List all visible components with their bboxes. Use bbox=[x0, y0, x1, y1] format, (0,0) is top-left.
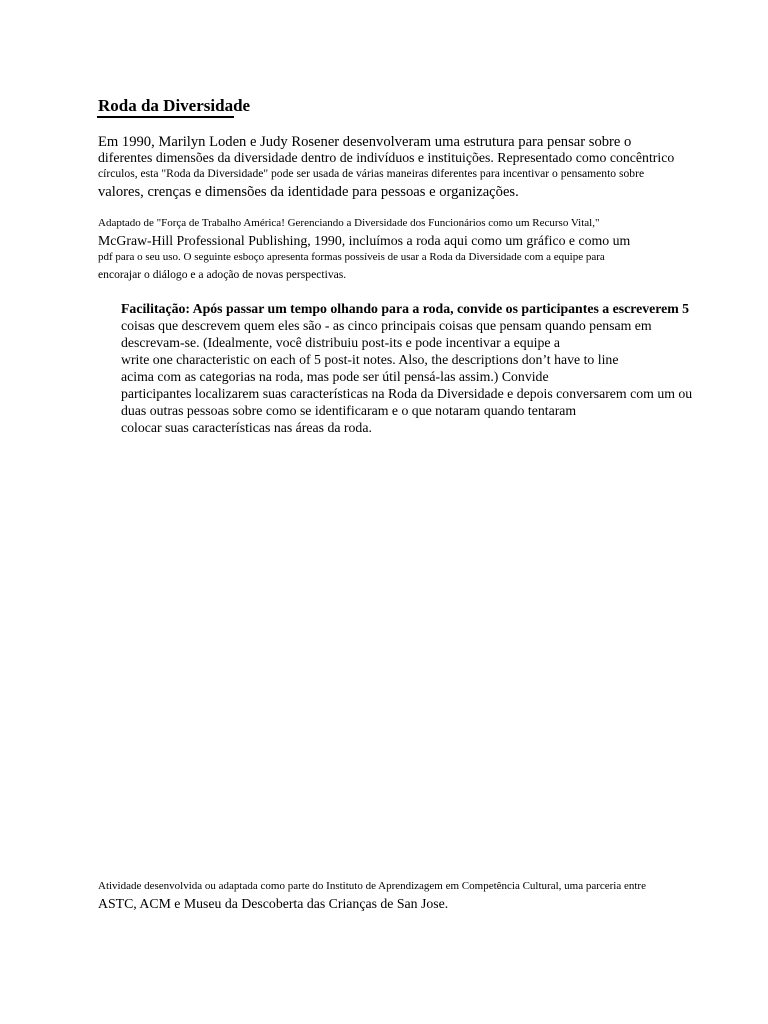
facilitation-line: participantes localizarem suas características na Roda da Diversidade e depois conversarem com um ou bbox=[121, 386, 693, 401]
facilitation-line: colocar suas características nas áreas da roda. bbox=[121, 420, 372, 435]
intro-line: valores, crenças e dimensões da identidade para pessoas e organizações. bbox=[98, 184, 519, 200]
page-title: Roda da Diversidade bbox=[98, 96, 251, 115]
facilitation-line: acima com as categorias na roda, mas pode ser útil pensá-las assim.) Convide bbox=[121, 369, 549, 384]
title-underline bbox=[97, 116, 234, 118]
facilitation-line: coisas que descrevem quem eles são - as cinco principais coisas que pensam quando pensam em bbox=[121, 318, 652, 333]
facilitation-line: Facilitação: Após passar um tempo olhando para a roda, convide os participantes a escreverem 5 bbox=[121, 301, 690, 316]
intro-line: Em 1990, Marilyn Loden e Judy Rosener desenvolveram uma estrutura para pensar sobre o bbox=[98, 134, 632, 150]
facilitation-line: duas outras pessoas sobre como se identificaram e o que notaram quando tentaram bbox=[121, 403, 577, 418]
footer-line: ASTC, ACM e Museu da Descoberta das Crianças de San Jose. bbox=[98, 896, 449, 911]
source-line: encorajar o diálogo e a adoção de novas perspectivas. bbox=[98, 268, 347, 281]
source-line: Adaptado de "Força de Trabalho América! Gerenciando a Diversidade dos Funcionários como um Recurso Vital," bbox=[98, 217, 600, 229]
footer-line: Atividade desenvolvida ou adaptada como parte do Instituto de Aprendizagem em Competência Cultural, uma parceria entre bbox=[98, 880, 646, 892]
intro-line: círculos, esta "Roda da Diversidade" pode ser usada de várias maneiras diferentes para incentivar o pensamento sobre bbox=[98, 167, 645, 180]
facilitation-line: descrevam-se. (Idealmente, você distribuiu post-its e pode incentivar a equipe a bbox=[121, 335, 561, 350]
source-line: pdf para o seu uso. O seguinte esboço apresenta formas possíveis de usar a Roda da Diversidade com a equipe para bbox=[98, 251, 605, 263]
intro-line: diferentes dimensões da diversidade dentro de indivíduos e instituições. Representado como concêntrico bbox=[98, 150, 675, 165]
source-line: McGraw-Hill Professional Publishing, 1990, incluímos a roda aqui como um gráfico e como um bbox=[98, 233, 631, 248]
facilitation-line: write one characteristic on each of 5 post-it notes. Also, the descriptions don’t have to line bbox=[121, 352, 619, 367]
